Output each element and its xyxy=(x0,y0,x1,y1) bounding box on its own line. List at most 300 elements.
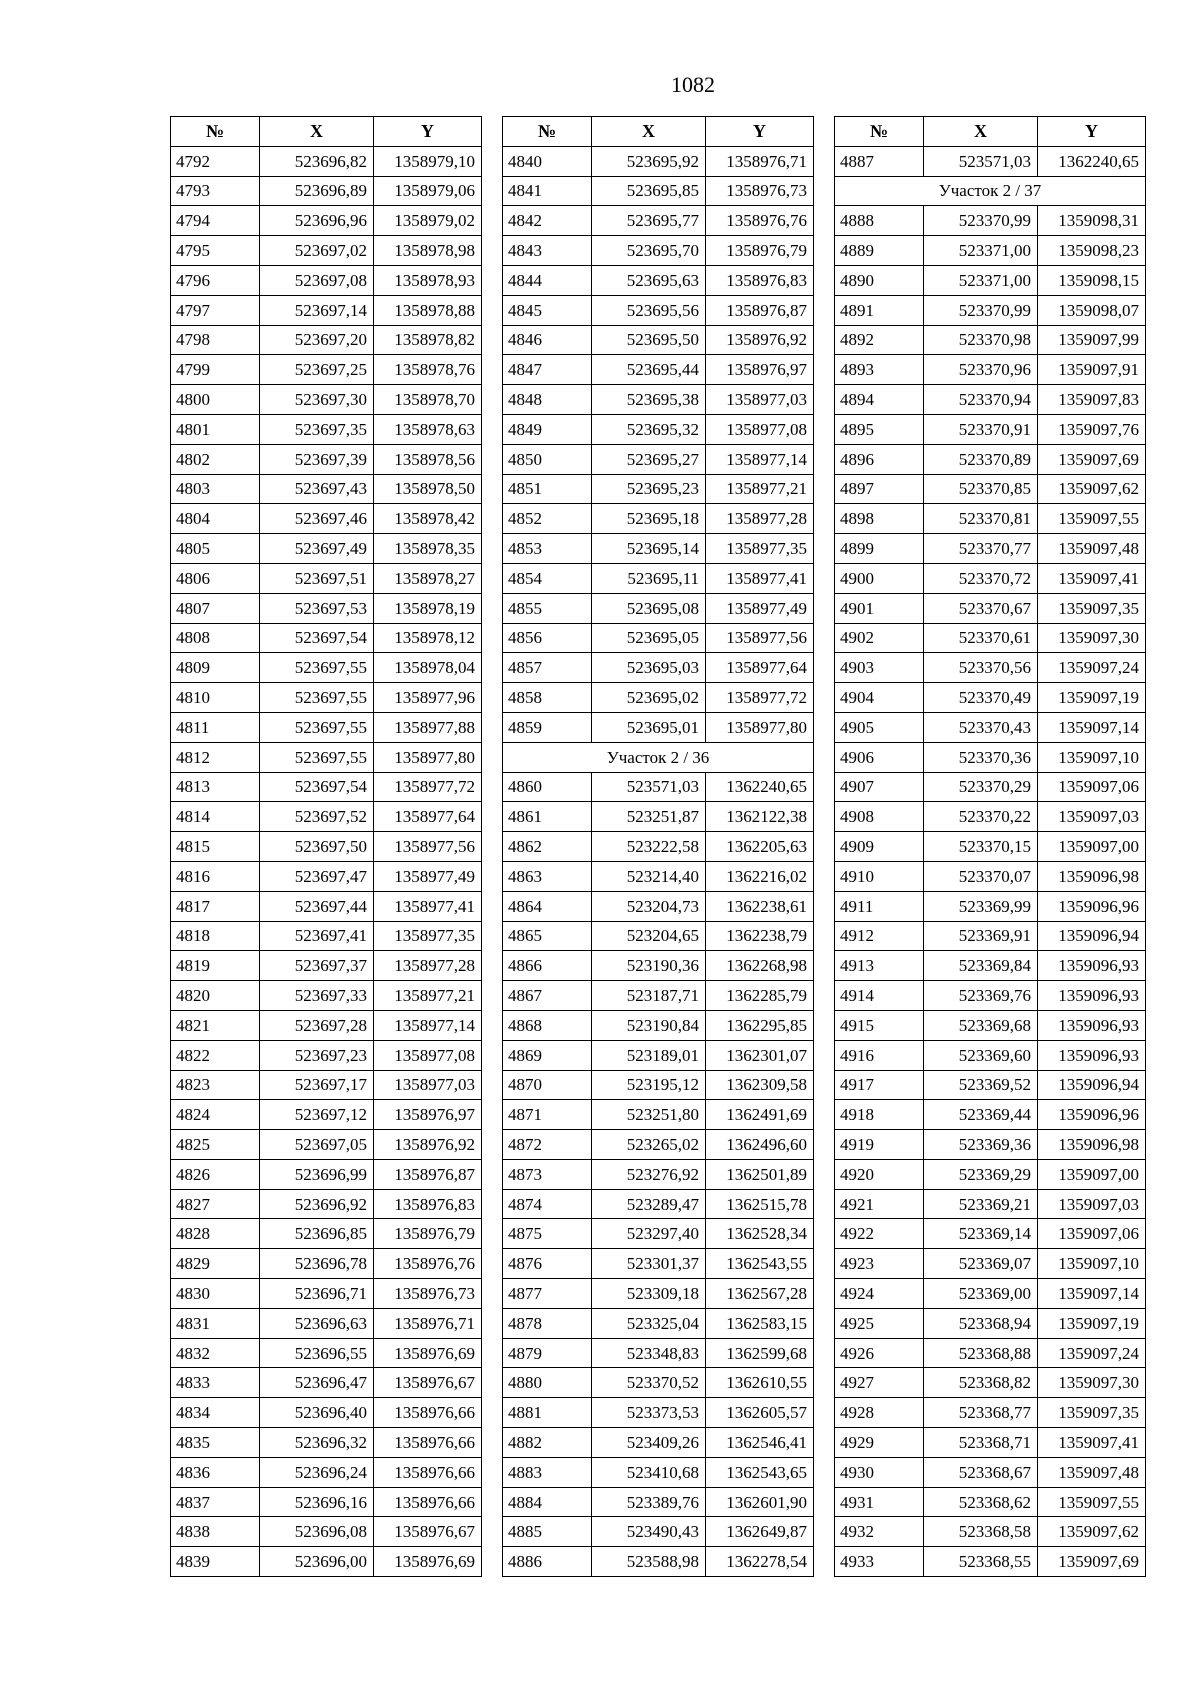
x-coordinate-cell: 523370,43 xyxy=(924,712,1038,742)
y-coordinate-cell: 1358977,08 xyxy=(374,1040,482,1070)
y-coordinate-cell: 1358977,64 xyxy=(374,802,482,832)
point-number-cell: 4873 xyxy=(503,1159,592,1189)
y-coordinate-cell: 1359097,30 xyxy=(1038,1368,1146,1398)
table-row xyxy=(503,206,814,236)
point-number-cell: 4880 xyxy=(503,1368,592,1398)
point-number-cell: 4883 xyxy=(503,1457,592,1487)
table-row xyxy=(171,921,482,951)
table-row xyxy=(835,563,1146,593)
y-coordinate-cell: 1358976,79 xyxy=(706,236,814,266)
x-coordinate-cell: 523695,92 xyxy=(592,146,706,176)
x-coordinate-cell: 523696,99 xyxy=(260,1159,374,1189)
point-number-cell: 4916 xyxy=(835,1040,924,1070)
x-coordinate-cell: 523696,00 xyxy=(260,1547,374,1577)
table-row xyxy=(835,1010,1146,1040)
x-coordinate-cell: 523368,71 xyxy=(924,1428,1038,1458)
y-coordinate-cell: 1358977,72 xyxy=(706,683,814,713)
point-number-cell: 4872 xyxy=(503,1130,592,1160)
x-coordinate-cell: 523373,53 xyxy=(592,1398,706,1428)
y-coordinate-cell: 1358977,49 xyxy=(706,593,814,623)
table-row xyxy=(171,385,482,415)
point-number-cell: 4876 xyxy=(503,1249,592,1279)
point-number-cell: 4913 xyxy=(835,951,924,981)
y-coordinate-cell: 1358978,98 xyxy=(374,236,482,266)
table-row xyxy=(503,1249,814,1279)
point-number-cell: 4929 xyxy=(835,1428,924,1458)
x-coordinate-cell: 523369,60 xyxy=(924,1040,1038,1070)
table-row xyxy=(171,712,482,742)
point-number-cell: 4932 xyxy=(835,1517,924,1547)
y-coordinate-cell: 1358976,79 xyxy=(374,1219,482,1249)
x-coordinate-cell: 523251,87 xyxy=(592,802,706,832)
x-coordinate-cell: 523368,77 xyxy=(924,1398,1038,1428)
section-label: Участок 2 / 37 xyxy=(835,176,1146,206)
table-row xyxy=(503,534,814,564)
point-number-cell: 4860 xyxy=(503,772,592,802)
point-number-cell: 4895 xyxy=(835,414,924,444)
y-coordinate-cell: 1359096,93 xyxy=(1038,951,1146,981)
x-coordinate-cell: 523697,08 xyxy=(260,265,374,295)
coordinates-table-2 xyxy=(502,116,814,1577)
y-coordinate-cell: 1359096,96 xyxy=(1038,1100,1146,1130)
y-coordinate-cell: 1362543,65 xyxy=(706,1457,814,1487)
point-number-cell: 4919 xyxy=(835,1130,924,1160)
header-y: Y xyxy=(1038,117,1146,147)
x-coordinate-cell: 523187,71 xyxy=(592,981,706,1011)
x-coordinate-cell: 523571,03 xyxy=(924,146,1038,176)
table-row xyxy=(835,1130,1146,1160)
table-row xyxy=(503,1308,814,1338)
header-row xyxy=(503,117,814,147)
table-row xyxy=(835,385,1146,415)
x-coordinate-cell: 523696,24 xyxy=(260,1457,374,1487)
table-row xyxy=(171,891,482,921)
y-coordinate-cell: 1362238,61 xyxy=(706,891,814,921)
y-coordinate-cell: 1358979,10 xyxy=(374,146,482,176)
point-number-cell: 4805 xyxy=(171,534,260,564)
point-number-cell: 4818 xyxy=(171,921,260,951)
point-number-cell: 4925 xyxy=(835,1308,924,1338)
x-coordinate-cell: 523697,53 xyxy=(260,593,374,623)
x-coordinate-cell: 523697,28 xyxy=(260,1010,374,1040)
x-coordinate-cell: 523190,36 xyxy=(592,951,706,981)
point-number-cell: 4926 xyxy=(835,1338,924,1368)
table-row xyxy=(503,176,814,206)
header-row xyxy=(171,117,482,147)
table-row xyxy=(503,593,814,623)
header-x: X xyxy=(924,117,1038,147)
y-coordinate-cell: 1358978,27 xyxy=(374,563,482,593)
y-coordinate-cell: 1358978,82 xyxy=(374,325,482,355)
y-coordinate-cell: 1358977,14 xyxy=(374,1010,482,1040)
x-coordinate-cell: 523370,07 xyxy=(924,861,1038,891)
y-coordinate-cell: 1358977,21 xyxy=(374,981,482,1011)
point-number-cell: 4826 xyxy=(171,1159,260,1189)
table-row xyxy=(503,861,814,891)
point-number-cell: 4870 xyxy=(503,1070,592,1100)
point-number-cell: 4881 xyxy=(503,1398,592,1428)
x-coordinate-cell: 523696,92 xyxy=(260,1189,374,1219)
table-row xyxy=(835,206,1146,236)
point-number-cell: 4928 xyxy=(835,1398,924,1428)
page-number: 1082 xyxy=(671,72,715,97)
x-coordinate-cell: 523588,98 xyxy=(592,1547,706,1577)
y-coordinate-cell: 1358976,67 xyxy=(374,1368,482,1398)
point-number-cell: 4890 xyxy=(835,265,924,295)
x-coordinate-cell: 523695,44 xyxy=(592,355,706,385)
point-number-cell: 4920 xyxy=(835,1159,924,1189)
x-coordinate-cell: 523695,32 xyxy=(592,414,706,444)
point-number-cell: 4812 xyxy=(171,742,260,772)
table-row xyxy=(503,921,814,951)
table-row xyxy=(835,1428,1146,1458)
y-coordinate-cell: 1358976,71 xyxy=(706,146,814,176)
y-coordinate-cell: 1362205,63 xyxy=(706,832,814,862)
y-coordinate-cell: 1359097,69 xyxy=(1038,444,1146,474)
table-row xyxy=(171,325,482,355)
point-number-cell: 4857 xyxy=(503,653,592,683)
x-coordinate-cell: 523695,63 xyxy=(592,265,706,295)
x-coordinate-cell: 523695,05 xyxy=(592,623,706,653)
x-coordinate-cell: 523695,70 xyxy=(592,236,706,266)
x-coordinate-cell: 523369,14 xyxy=(924,1219,1038,1249)
y-coordinate-cell: 1358976,87 xyxy=(374,1159,482,1189)
x-coordinate-cell: 523368,82 xyxy=(924,1368,1038,1398)
table-row xyxy=(171,265,482,295)
x-coordinate-cell: 523370,52 xyxy=(592,1368,706,1398)
point-number-cell: 4809 xyxy=(171,653,260,683)
table-row xyxy=(503,1279,814,1309)
table-row xyxy=(171,981,482,1011)
table-row xyxy=(171,623,482,653)
table-row xyxy=(503,1159,814,1189)
table-row xyxy=(171,1428,482,1458)
x-coordinate-cell: 523369,91 xyxy=(924,921,1038,951)
table-row xyxy=(835,1368,1146,1398)
table-row xyxy=(503,891,814,921)
y-coordinate-cell: 1362238,79 xyxy=(706,921,814,951)
point-number-cell: 4904 xyxy=(835,683,924,713)
table-row xyxy=(835,1517,1146,1547)
y-coordinate-cell: 1359096,98 xyxy=(1038,1130,1146,1160)
y-coordinate-cell: 1359097,48 xyxy=(1038,534,1146,564)
point-number-cell: 4901 xyxy=(835,593,924,623)
table-row xyxy=(835,414,1146,444)
point-number-cell: 4933 xyxy=(835,1547,924,1577)
y-coordinate-cell: 1358978,93 xyxy=(374,265,482,295)
point-number-cell: 4828 xyxy=(171,1219,260,1249)
x-coordinate-cell: 523370,98 xyxy=(924,325,1038,355)
x-coordinate-cell: 523697,20 xyxy=(260,325,374,355)
point-number-cell: 4858 xyxy=(503,683,592,713)
point-number-cell: 4852 xyxy=(503,504,592,534)
y-coordinate-cell: 1358979,06 xyxy=(374,176,482,206)
x-coordinate-cell: 523697,44 xyxy=(260,891,374,921)
table-row xyxy=(171,504,482,534)
x-coordinate-cell: 523697,55 xyxy=(260,653,374,683)
y-coordinate-cell: 1358977,28 xyxy=(374,951,482,981)
table-row xyxy=(503,474,814,504)
table-row xyxy=(171,742,482,772)
table-row xyxy=(835,355,1146,385)
table-row xyxy=(171,1308,482,1338)
point-number-cell: 4877 xyxy=(503,1279,592,1309)
point-number-cell: 4906 xyxy=(835,742,924,772)
y-coordinate-cell: 1359096,94 xyxy=(1038,921,1146,951)
x-coordinate-cell: 523369,21 xyxy=(924,1189,1038,1219)
point-number-cell: 4799 xyxy=(171,355,260,385)
point-number-cell: 4875 xyxy=(503,1219,592,1249)
y-coordinate-cell: 1362567,28 xyxy=(706,1279,814,1309)
table-row xyxy=(835,1398,1146,1428)
y-coordinate-cell: 1359097,41 xyxy=(1038,563,1146,593)
point-number-cell: 4888 xyxy=(835,206,924,236)
x-coordinate-cell: 523370,29 xyxy=(924,772,1038,802)
y-coordinate-cell: 1358978,12 xyxy=(374,623,482,653)
point-number-cell: 4823 xyxy=(171,1070,260,1100)
x-coordinate-cell: 523697,35 xyxy=(260,414,374,444)
table-row xyxy=(503,563,814,593)
x-coordinate-cell: 523370,94 xyxy=(924,385,1038,415)
point-number-cell: 4843 xyxy=(503,236,592,266)
table-row xyxy=(835,534,1146,564)
point-number-cell: 4847 xyxy=(503,355,592,385)
point-number-cell: 4867 xyxy=(503,981,592,1011)
table-row xyxy=(503,325,814,355)
x-coordinate-cell: 523309,18 xyxy=(592,1279,706,1309)
x-coordinate-cell: 523251,80 xyxy=(592,1100,706,1130)
point-number-cell: 4882 xyxy=(503,1428,592,1458)
header-number: № xyxy=(503,117,592,147)
table-row xyxy=(171,563,482,593)
y-coordinate-cell: 1362528,34 xyxy=(706,1219,814,1249)
x-coordinate-cell: 523697,54 xyxy=(260,772,374,802)
table-row xyxy=(835,772,1146,802)
table-row xyxy=(503,1398,814,1428)
y-coordinate-cell: 1358976,83 xyxy=(706,265,814,295)
table-row xyxy=(503,1457,814,1487)
point-number-cell: 4866 xyxy=(503,951,592,981)
y-coordinate-cell: 1359096,93 xyxy=(1038,1010,1146,1040)
point-number-cell: 4836 xyxy=(171,1457,260,1487)
point-number-cell: 4842 xyxy=(503,206,592,236)
header-y: Y xyxy=(706,117,814,147)
x-coordinate-cell: 523695,14 xyxy=(592,534,706,564)
x-coordinate-cell: 523695,56 xyxy=(592,295,706,325)
x-coordinate-cell: 523369,44 xyxy=(924,1100,1038,1130)
x-coordinate-cell: 523697,51 xyxy=(260,563,374,593)
point-number-cell: 4824 xyxy=(171,1100,260,1130)
point-number-cell: 4804 xyxy=(171,504,260,534)
x-coordinate-cell: 523696,40 xyxy=(260,1398,374,1428)
point-number-cell: 4907 xyxy=(835,772,924,802)
x-coordinate-cell: 523697,41 xyxy=(260,921,374,951)
y-coordinate-cell: 1358976,76 xyxy=(706,206,814,236)
y-coordinate-cell: 1358976,92 xyxy=(374,1130,482,1160)
point-number-cell: 4863 xyxy=(503,861,592,891)
point-number-cell: 4835 xyxy=(171,1428,260,1458)
header-row xyxy=(835,117,1146,147)
table-row xyxy=(171,295,482,325)
table-row xyxy=(835,1338,1146,1368)
table-row xyxy=(835,623,1146,653)
y-coordinate-cell: 1362610,55 xyxy=(706,1368,814,1398)
table-row xyxy=(835,832,1146,862)
point-number-cell: 4891 xyxy=(835,295,924,325)
y-coordinate-cell: 1359097,19 xyxy=(1038,1308,1146,1338)
point-number-cell: 4879 xyxy=(503,1338,592,1368)
point-number-cell: 4853 xyxy=(503,534,592,564)
x-coordinate-cell: 523695,02 xyxy=(592,683,706,713)
x-coordinate-cell: 523696,82 xyxy=(260,146,374,176)
x-coordinate-cell: 523222,58 xyxy=(592,832,706,862)
table-row xyxy=(171,1457,482,1487)
y-coordinate-cell: 1359097,10 xyxy=(1038,1249,1146,1279)
point-number-cell: 4930 xyxy=(835,1457,924,1487)
point-number-cell: 4878 xyxy=(503,1308,592,1338)
y-coordinate-cell: 1358976,76 xyxy=(374,1249,482,1279)
point-number-cell: 4798 xyxy=(171,325,260,355)
x-coordinate-cell: 523695,38 xyxy=(592,385,706,415)
point-number-cell: 4923 xyxy=(835,1249,924,1279)
x-coordinate-cell: 523368,94 xyxy=(924,1308,1038,1338)
point-number-cell: 4825 xyxy=(171,1130,260,1160)
point-number-cell: 4827 xyxy=(171,1189,260,1219)
point-number-cell: 4810 xyxy=(171,683,260,713)
table-row xyxy=(503,355,814,385)
table-row xyxy=(503,1547,814,1577)
x-coordinate-cell: 523297,40 xyxy=(592,1219,706,1249)
y-coordinate-cell: 1362601,90 xyxy=(706,1487,814,1517)
x-coordinate-cell: 523348,83 xyxy=(592,1338,706,1368)
y-coordinate-cell: 1358979,02 xyxy=(374,206,482,236)
y-coordinate-cell: 1358977,96 xyxy=(374,683,482,713)
x-coordinate-cell: 523697,05 xyxy=(260,1130,374,1160)
table-row xyxy=(171,1398,482,1428)
y-coordinate-cell: 1358977,03 xyxy=(706,385,814,415)
y-coordinate-cell: 1358978,76 xyxy=(374,355,482,385)
y-coordinate-cell: 1358977,80 xyxy=(374,742,482,772)
point-number-cell: 4830 xyxy=(171,1279,260,1309)
point-number-cell: 4807 xyxy=(171,593,260,623)
y-coordinate-cell: 1362649,87 xyxy=(706,1517,814,1547)
y-coordinate-cell: 1358976,69 xyxy=(374,1547,482,1577)
point-number-cell: 4800 xyxy=(171,385,260,415)
point-number-cell: 4841 xyxy=(503,176,592,206)
x-coordinate-cell: 523369,07 xyxy=(924,1249,1038,1279)
table-row xyxy=(835,861,1146,891)
table-row xyxy=(503,712,814,742)
x-coordinate-cell: 523370,96 xyxy=(924,355,1038,385)
table-row xyxy=(503,951,814,981)
y-coordinate-cell: 1362515,78 xyxy=(706,1189,814,1219)
table-row xyxy=(503,802,814,832)
y-coordinate-cell: 1359096,93 xyxy=(1038,981,1146,1011)
x-coordinate-cell: 523370,99 xyxy=(924,206,1038,236)
y-coordinate-cell: 1358976,67 xyxy=(374,1517,482,1547)
table-row xyxy=(503,1070,814,1100)
y-coordinate-cell: 1362501,89 xyxy=(706,1159,814,1189)
table-row xyxy=(171,1249,482,1279)
table-row xyxy=(835,1100,1146,1130)
y-coordinate-cell: 1358976,83 xyxy=(374,1189,482,1219)
table-row xyxy=(171,1010,482,1040)
point-number-cell: 4868 xyxy=(503,1010,592,1040)
y-coordinate-cell: 1358977,72 xyxy=(374,772,482,802)
x-coordinate-cell: 523368,67 xyxy=(924,1457,1038,1487)
x-coordinate-cell: 523697,43 xyxy=(260,474,374,504)
table-row xyxy=(503,772,814,802)
y-coordinate-cell: 1358978,42 xyxy=(374,504,482,534)
point-number-cell: 4918 xyxy=(835,1100,924,1130)
table-row xyxy=(171,1517,482,1547)
table-row xyxy=(171,534,482,564)
y-coordinate-cell: 1359097,99 xyxy=(1038,325,1146,355)
x-coordinate-cell: 523696,55 xyxy=(260,1338,374,1368)
point-number-cell: 4839 xyxy=(171,1547,260,1577)
y-coordinate-cell: 1358977,41 xyxy=(374,891,482,921)
y-coordinate-cell: 1358976,92 xyxy=(706,325,814,355)
section-row xyxy=(503,742,814,772)
point-number-cell: 4908 xyxy=(835,802,924,832)
point-number-cell: 4811 xyxy=(171,712,260,742)
y-coordinate-cell: 1358978,50 xyxy=(374,474,482,504)
x-coordinate-cell: 523368,58 xyxy=(924,1517,1038,1547)
x-coordinate-cell: 523204,73 xyxy=(592,891,706,921)
point-number-cell: 4796 xyxy=(171,265,260,295)
y-coordinate-cell: 1359097,24 xyxy=(1038,1338,1146,1368)
point-number-cell: 4874 xyxy=(503,1189,592,1219)
x-coordinate-cell: 523370,81 xyxy=(924,504,1038,534)
x-coordinate-cell: 523697,14 xyxy=(260,295,374,325)
table-row xyxy=(171,1279,482,1309)
table-row xyxy=(503,1428,814,1458)
table-row xyxy=(835,1249,1146,1279)
point-number-cell: 4865 xyxy=(503,921,592,951)
x-coordinate-cell: 523696,85 xyxy=(260,1219,374,1249)
x-coordinate-cell: 523289,47 xyxy=(592,1189,706,1219)
point-number-cell: 4917 xyxy=(835,1070,924,1100)
x-coordinate-cell: 523696,78 xyxy=(260,1249,374,1279)
x-coordinate-cell: 523696,71 xyxy=(260,1279,374,1309)
y-coordinate-cell: 1359097,00 xyxy=(1038,832,1146,862)
x-coordinate-cell: 523370,22 xyxy=(924,802,1038,832)
x-coordinate-cell: 523695,23 xyxy=(592,474,706,504)
table-row xyxy=(503,832,814,862)
x-coordinate-cell: 523490,43 xyxy=(592,1517,706,1547)
x-coordinate-cell: 523325,04 xyxy=(592,1308,706,1338)
table-row xyxy=(835,1547,1146,1577)
table-row xyxy=(171,444,482,474)
point-number-cell: 4806 xyxy=(171,563,260,593)
table-row xyxy=(171,593,482,623)
x-coordinate-cell: 523696,89 xyxy=(260,176,374,206)
table-row xyxy=(503,981,814,1011)
y-coordinate-cell: 1359096,94 xyxy=(1038,1070,1146,1100)
y-coordinate-cell: 1362546,41 xyxy=(706,1428,814,1458)
table-row xyxy=(171,772,482,802)
point-number-cell: 4887 xyxy=(835,146,924,176)
point-number-cell: 4903 xyxy=(835,653,924,683)
x-coordinate-cell: 523695,27 xyxy=(592,444,706,474)
point-number-cell: 4817 xyxy=(171,891,260,921)
table-row xyxy=(171,206,482,236)
y-coordinate-cell: 1359097,91 xyxy=(1038,355,1146,385)
point-number-cell: 4884 xyxy=(503,1487,592,1517)
x-coordinate-cell: 523370,77 xyxy=(924,534,1038,564)
x-coordinate-cell: 523189,01 xyxy=(592,1040,706,1070)
table-row xyxy=(835,951,1146,981)
